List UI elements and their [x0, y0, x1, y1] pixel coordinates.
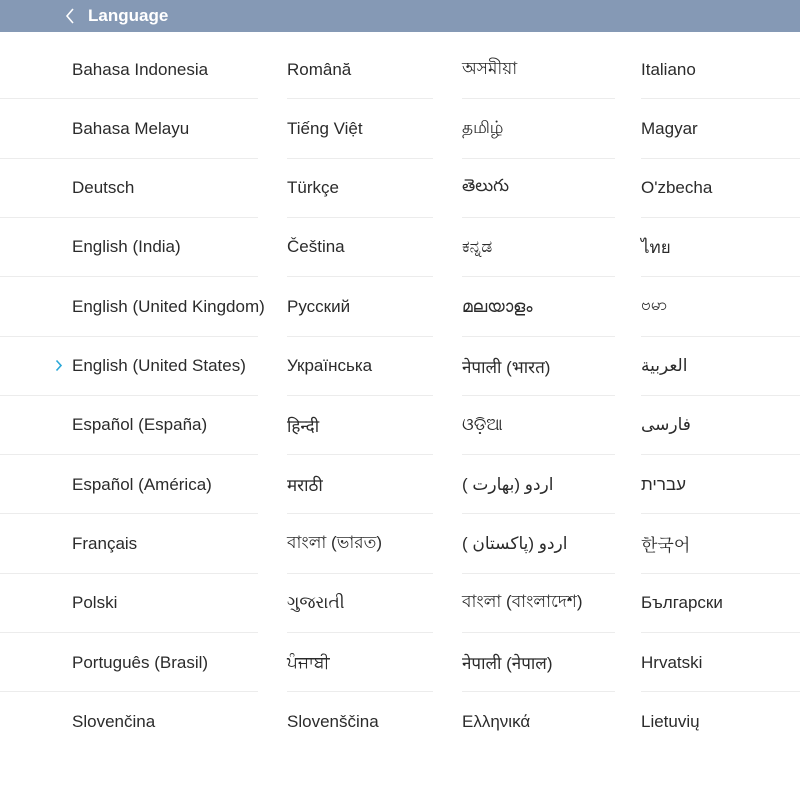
row-divider [0, 573, 258, 574]
language-label: മലയാളം [462, 296, 533, 316]
language-option[interactable] [641, 574, 723, 633]
language-label: తెలుగు [462, 176, 509, 196]
language-option[interactable] [462, 337, 550, 396]
language-label: Español (América) [72, 474, 212, 494]
language-label: Ελληνικά [462, 711, 531, 731]
language-option[interactable] [72, 633, 208, 692]
language-option[interactable] [72, 218, 181, 277]
language-label: Bahasa Melayu [72, 118, 190, 138]
language-option[interactable] [72, 159, 134, 218]
language-label: Slovenčina [72, 711, 156, 731]
language-label: Lietuvių [641, 711, 700, 731]
language-option[interactable] [462, 218, 492, 277]
selected-chevron-icon [54, 359, 64, 373]
language-option[interactable] [72, 514, 137, 573]
language-label: ଓଡ଼ିଆ [462, 415, 503, 435]
language-option[interactable] [287, 574, 345, 633]
language-label: Türkçe [287, 178, 339, 198]
language-label: English (United States) [72, 356, 246, 375]
language-option[interactable] [287, 514, 382, 573]
language-option[interactable] [462, 99, 504, 158]
language-label: বাংলা (বাংলাদেশ) [462, 592, 583, 612]
language-option[interactable] [641, 99, 698, 158]
language-label: தமிழ் [462, 117, 504, 137]
language-label: Português (Brasil) [72, 652, 209, 672]
language-label: Italiano [641, 59, 696, 79]
language-option[interactable] [287, 99, 363, 158]
language-label: বাংলা (ভারত) [287, 532, 383, 552]
language-option[interactable] [641, 396, 691, 455]
language-label: ਪੰਜਾਬੀ [287, 652, 330, 672]
language-option[interactable] [72, 692, 155, 751]
language-label: ಕನ್ನಡ [462, 237, 493, 257]
language-option[interactable] [641, 337, 687, 396]
language-option[interactable] [72, 574, 117, 633]
language-option[interactable] [287, 692, 379, 751]
language-label: Čeština [287, 237, 345, 257]
language-label: Français [72, 533, 138, 553]
language-label: العربية [641, 356, 688, 375]
language-option[interactable] [641, 692, 700, 751]
language-label: हिन्दी [287, 416, 320, 436]
language-option[interactable] [287, 455, 323, 514]
language-option[interactable] [462, 514, 567, 573]
language-label: Slovenščina [287, 711, 379, 731]
language-label: Українська [287, 356, 373, 375]
language-option[interactable] [462, 40, 517, 99]
language-label: Русский [287, 296, 351, 316]
language-option[interactable] [287, 159, 339, 218]
language-option[interactable] [462, 159, 509, 218]
language-option[interactable] [287, 277, 350, 336]
back-button[interactable] [60, 6, 80, 26]
language-label: Hrvatski [641, 652, 703, 672]
top-bar [0, 0, 800, 32]
language-option[interactable] [641, 159, 712, 218]
language-label: O'zbecha [641, 178, 713, 198]
language-option[interactable] [72, 396, 207, 455]
language-option[interactable] [641, 455, 686, 514]
language-label: Български [641, 593, 723, 613]
language-label: ไทย [641, 237, 671, 257]
language-label: English (India) [72, 237, 181, 257]
language-label: עברית [641, 474, 686, 494]
language-label: ( اردو (بھارت [462, 474, 554, 494]
language-option[interactable] [641, 40, 696, 99]
language-label: नेपाली (भारत) [462, 357, 551, 377]
language-label: मराठी [287, 476, 323, 496]
language-option[interactable] [72, 40, 208, 99]
language-option[interactable] [641, 277, 667, 336]
page-title: Language [88, 6, 169, 25]
language-option[interactable] [462, 396, 503, 455]
language-option[interactable] [287, 633, 330, 692]
language-label: ( اردو (پاکستان [462, 533, 568, 553]
language-label: অসমীয়া [462, 58, 518, 78]
language-option[interactable] [287, 40, 351, 99]
language-option[interactable] [462, 455, 553, 514]
language-option[interactable] [641, 218, 671, 277]
language-label: English (United Kingdom) [72, 296, 265, 316]
language-label: नेपाली (नेपाल) [462, 654, 553, 673]
language-option[interactable] [72, 277, 265, 336]
language-label: 한국어 [641, 536, 691, 556]
language-label: ગુજરાતી [287, 593, 345, 613]
language-option[interactable] [641, 514, 690, 573]
language-label: Tiếng Việt [287, 118, 363, 138]
language-option[interactable] [287, 396, 319, 455]
language-option[interactable] [287, 337, 372, 396]
language-label: Magyar [641, 118, 698, 138]
language-option[interactable] [641, 633, 702, 692]
language-option[interactable] [72, 99, 189, 158]
language-option[interactable] [462, 277, 532, 336]
language-label: Deutsch [72, 178, 135, 198]
language-label: Bahasa Indonesia [72, 59, 209, 79]
language-option[interactable] [462, 633, 553, 692]
language-option[interactable] [72, 455, 212, 514]
language-label: ဗမာ [641, 295, 668, 315]
language-option[interactable] [287, 218, 345, 277]
language-label: Română [287, 59, 352, 79]
chevron-left-icon [65, 8, 75, 24]
language-option[interactable] [462, 574, 582, 633]
language-label: Español (España) [72, 415, 208, 435]
language-option[interactable] [72, 337, 246, 396]
language-label: Polski [72, 593, 118, 613]
language-label: فارسی [641, 415, 691, 435]
language-option[interactable] [462, 692, 530, 751]
